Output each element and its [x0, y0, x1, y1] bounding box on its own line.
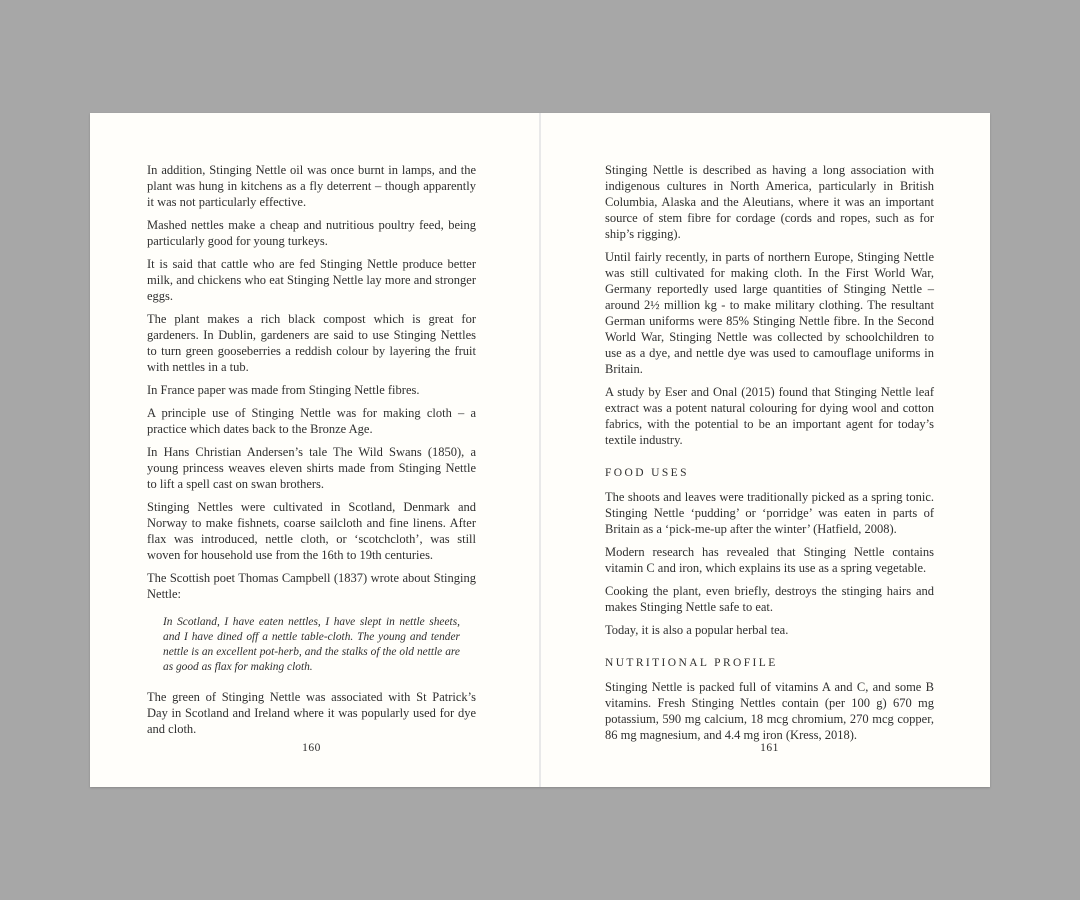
page-right-content: [605, 162, 934, 743]
paragraph: The plant makes a rich black compost which is great for gardeners. In Dublin, gardeners are said to use Stinging Nettles to turn green gooseberries a reddish colour by layering the fruit with nettles in a tub.: [147, 312, 476, 374]
paragraph: In France paper was made from Stinging Nettle fibres.: [147, 383, 420, 397]
page-left: [90, 113, 540, 787]
paragraph: Cooking the plant, even briefly, destroys the stinging hairs and makes Stinging Nettle safe to eat.: [605, 584, 934, 614]
paragraph: Modern research has revealed that Stinging Nettle contains vitamin C and iron, which explains its use as a spring vegetable.: [605, 545, 934, 575]
paragraph: Stinging Nettle is packed full of vitamins A and C, and some B vitamins. Fresh Stinging Nettles contain (per 100 g) 670 mg potassium, 590 mg calcium, 18 mcg chromium, 270 mcg copper, 86 mg magnesium, and 4.4 mg iron (Kress, 2018).: [605, 680, 934, 742]
paragraph: It is said that cattle who are fed Stinging Nettle produce better milk, and chickens who eat Stinging Nettle lay more and stronger eggs.: [147, 257, 476, 303]
paragraph: Stinging Nettle is described as having a long association with indigenous cultures in North America, particularly in British Columbia, Alaska and the Aleutians, where it was an important source of stem fibre for cordage (cords and ropes, such as for ship’s rigging).: [605, 163, 934, 241]
section-heading: FOOD USES: [605, 467, 689, 479]
paragraph: The shoots and leaves were traditionally picked as a spring tonic. Stinging Nettle ‘pudding’ or ‘porridge’ was eaten in parts of Britain as a ‘pick-me-up after the winter’ (Hatfield, 2008).: [605, 490, 934, 536]
paragraph: In Hans Christian Andersen’s tale The Wild Swans (1850), a young princess weaves eleven shirts made from Stinging Nettle to lift a spell cast on swan brothers.: [147, 445, 476, 491]
page-gutter-divider: [539, 113, 541, 787]
paragraph: The green of Stinging Nettle was associated with St Patrick’s Day in Scotland and Ireland where it was popularly used for dye and cloth.: [147, 690, 476, 736]
page-number-right: 161: [760, 742, 779, 754]
page-right: [540, 113, 990, 787]
paragraph: A study by Eser and Onal (2015) found that Stinging Nettle leaf extract was a potent natural colouring for dying wool and cotton fabrics, with the potential to be an important agent for today’s textile industry.: [605, 385, 934, 447]
paragraph: Today, it is also a popular herbal tea.: [605, 623, 789, 637]
paragraph: Until fairly recently, in parts of northern Europe, Stinging Nettle was still cultivated for making cloth. In the First World War, Germany reportedly used large quantities of Stinging Nettle – around 2½ million kg - to make military clothing. The resultant German uniforms were 85% Stinging Nettle fibre. In the Second World War, Stinging Nettle was collected by schoolchildren to use as a dye, and nettle dye was used to camouflage uniforms in Britain.: [605, 250, 934, 376]
book-spread: [90, 113, 990, 787]
block-quote: In Scotland, I have eaten nettles, I have slept in nettle sheets, and I have dined off a nettle table-cloth. The young and tender nettle is an excellent pot-herb, and the stalks of the old nettle are as good as flax for making cloth.: [163, 616, 460, 673]
page-number-left: 160: [302, 742, 321, 754]
paragraph: A principle use of Stinging Nettle was for making cloth – a practice which dates back to the Bronze Age.: [147, 406, 476, 436]
paragraph: Stinging Nettles were cultivated in Scotland, Denmark and Norway to make fishnets, coarse sailcloth and fine linens. After flax was introduced, nettle cloth, or ‘scotchcloth’, was still woven for household use from the 16th to 19th centuries.: [147, 500, 476, 562]
paragraph: The Scottish poet Thomas Campbell (1837) wrote about Stinging Nettle:: [147, 571, 476, 601]
page-left-content: [147, 162, 476, 737]
paragraph: In addition, Stinging Nettle oil was once burnt in lamps, and the plant was hung in kitchens as a fly deterrent – though apparently it was not particularly effective.: [147, 163, 476, 209]
paragraph: Mashed nettles make a cheap and nutritious poultry feed, being particularly good for young turkeys.: [147, 218, 476, 248]
section-heading: NUTRITIONAL PROFILE: [605, 657, 778, 669]
